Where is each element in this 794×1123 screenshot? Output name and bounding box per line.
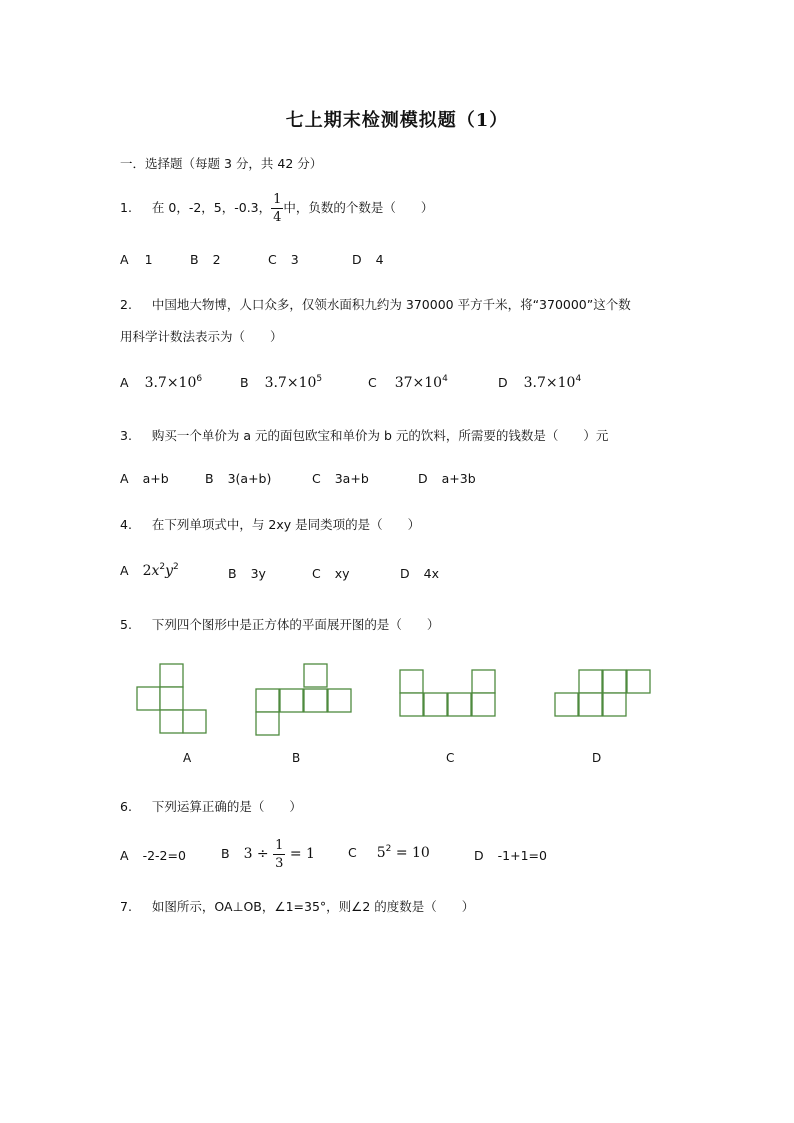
fraction-one-quarter: $\frac{1}{4}$ bbox=[273, 192, 282, 225]
cube-net-a-squares bbox=[137, 664, 206, 733]
q4-option-b[interactable]: B 3y bbox=[228, 566, 266, 581]
question-text: 购买一个单价为 a 元的面包欧宝和单价为 b 元的饮料，所需要的钱数是（ ）元 bbox=[151, 428, 609, 443]
question-text: 下列运算正确的是（ ） bbox=[151, 799, 302, 814]
cube-net-b-squares bbox=[256, 664, 351, 735]
q6-option-b[interactable]: B 3 ÷ $\frac{1}{3}$ = 1 bbox=[221, 838, 315, 871]
net-label-c[interactable]: C bbox=[446, 751, 455, 765]
q6-option-d[interactable]: D -1+1=0 bbox=[474, 848, 547, 863]
question-number: 5. bbox=[120, 617, 132, 632]
q2-option-c[interactable]: C $37\times 10^4$ bbox=[368, 374, 448, 391]
q2-option-b[interactable]: B $3.7\times 10^5$ bbox=[240, 374, 323, 391]
question-text: 在 0，-2，5，-0.3， bbox=[151, 200, 272, 215]
q1-option-d[interactable]: D 4 bbox=[352, 252, 384, 267]
q3-option-d[interactable]: D a+3b bbox=[418, 471, 476, 486]
cube-net-d-squares bbox=[555, 670, 650, 716]
fraction-one-third: $\frac{1}{3}$ bbox=[275, 838, 284, 871]
question-text: 中，负数的个数是（ ） bbox=[283, 200, 434, 215]
section-heading: 一．选择题（每题 3 分，共 42 分） bbox=[120, 156, 323, 171]
q3-option-a[interactable]: A a+b bbox=[120, 471, 169, 486]
question-7 bbox=[120, 897, 474, 915]
question-number: 2. bbox=[120, 297, 132, 312]
q1-option-a[interactable]: A 1 bbox=[120, 252, 153, 267]
net-label-b[interactable]: B bbox=[292, 751, 301, 765]
q3-option-b[interactable]: B 3(a+b) bbox=[205, 471, 272, 486]
question-text: 如图所示，OA⊥OB，∠1=35°，则∠2 的度数是（ ） bbox=[151, 899, 475, 914]
q2-option-a[interactable]: A $3.7\times 10^6$ bbox=[120, 374, 203, 391]
net-label-d[interactable]: D bbox=[592, 751, 602, 765]
net-label-a[interactable]: A bbox=[183, 751, 192, 765]
q2-option-d[interactable]: D $3.7\times 10^4$ bbox=[498, 374, 582, 391]
question-number: 4. bbox=[120, 517, 132, 532]
cube-net-c-squares bbox=[400, 670, 495, 716]
q4-option-a[interactable]: A $2x^2y^2$ bbox=[120, 562, 179, 579]
question-number: 7. bbox=[120, 899, 132, 914]
q4-option-c[interactable]: C xy bbox=[312, 566, 350, 581]
question-2-line2: 用科学计数法表示为（ ） bbox=[120, 329, 283, 344]
question-number: 6. bbox=[120, 799, 132, 814]
q4-option-d[interactable]: D 4x bbox=[400, 566, 439, 581]
question-text: 在下列单项式中，与 2xy 是同类项的是（ ） bbox=[151, 517, 421, 532]
q1-option-b[interactable]: B 2 bbox=[190, 252, 221, 267]
question-text: 下列四个图形中是正方体的平面展开图的是（ ） bbox=[151, 617, 440, 632]
q3-option-c[interactable]: C 3a+b bbox=[312, 471, 369, 486]
question-number: 1. bbox=[120, 200, 132, 215]
q6-option-c[interactable]: C $5^2 = 10$ bbox=[348, 844, 430, 861]
question-text: 中国地大物博，人口众多，仅领水面积九约为 370000 平方千米，将“370000”这个数 bbox=[151, 297, 631, 312]
q6-option-a[interactable]: A -2-2=0 bbox=[120, 848, 186, 863]
question-6 bbox=[120, 797, 302, 815]
q1-option-c[interactable]: C 3 bbox=[268, 252, 299, 267]
page-title: 七上期末检测模拟题（1） bbox=[285, 110, 509, 131]
question-number: 3. bbox=[120, 428, 132, 443]
